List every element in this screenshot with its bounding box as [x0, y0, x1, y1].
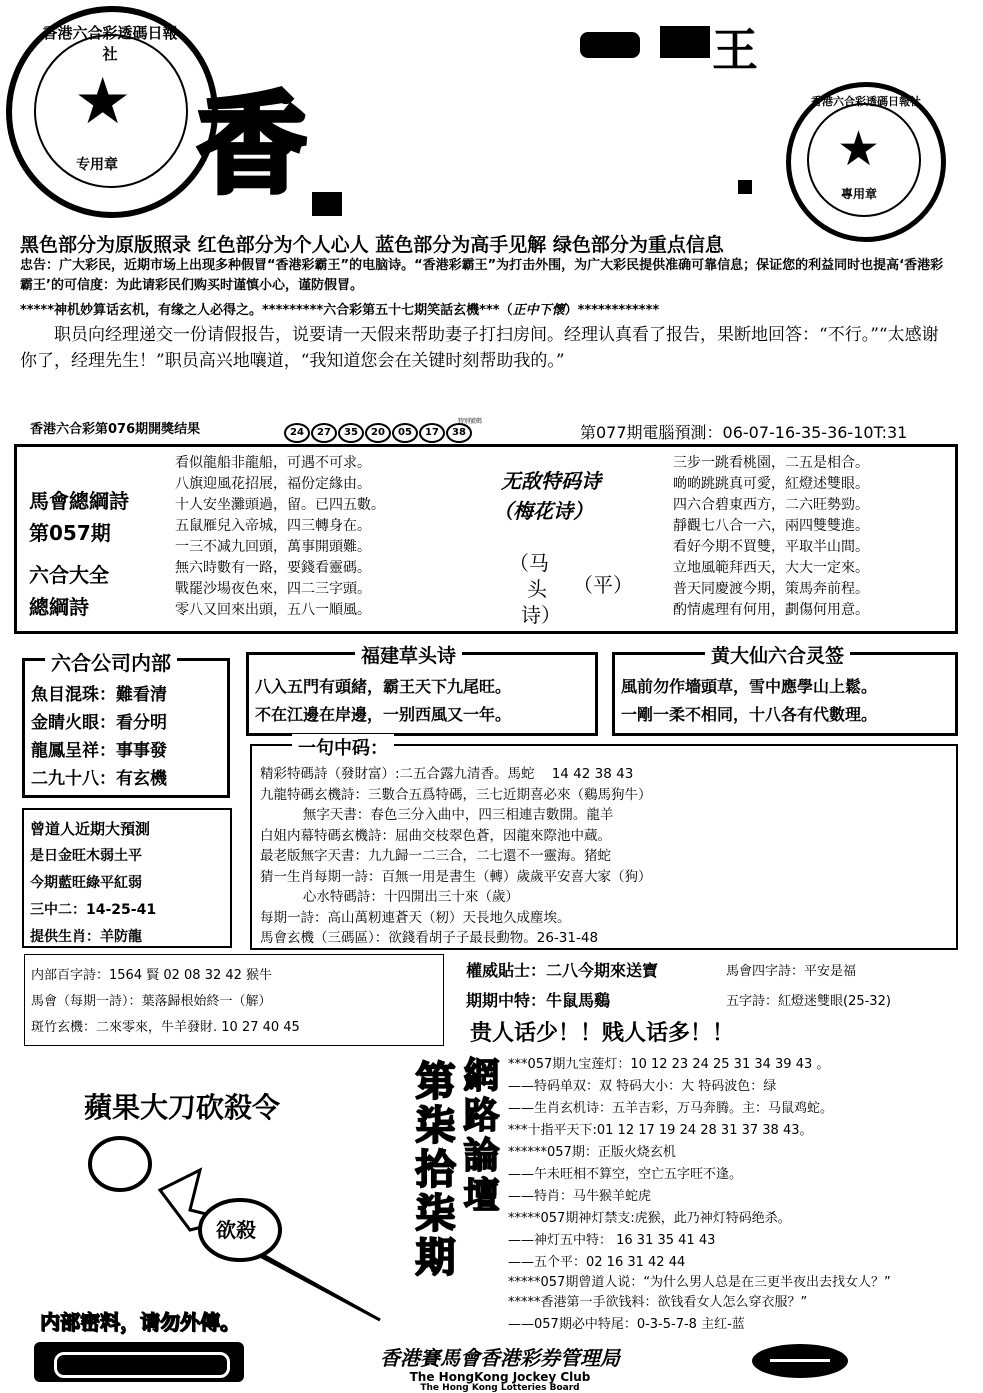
poem-line: 看好今期不買雙，平取半山間。: [673, 539, 869, 555]
authority-slogan: 贵人话少！！贱人话多！！: [470, 1021, 735, 1046]
joke-header: [20, 301, 970, 320]
poem-line: 四六合碧東西方，二六旺勢勁。: [673, 497, 869, 513]
daoren-title: 曾道人近期大預測: [30, 820, 151, 838]
poem-line: 酌情處理有何用，劃傷何用意。: [673, 602, 869, 618]
inner-line: 金睛火眼：看分明: [31, 713, 167, 733]
footer-en2: The Hong Kong Lotteries Board: [420, 1383, 580, 1393]
title-banner-bar: [312, 192, 342, 216]
poem-line: 一三不减九回頭，萬事開頭難。: [175, 539, 371, 555]
poem-line: 戰罷沙場夜色來，四二三字頭。: [175, 581, 371, 597]
wong-line: 風前勿作墻頭草，雪中應學山上鬆。: [621, 677, 878, 696]
inner-box: [22, 651, 230, 798]
forum-line: *****057期神灯禁支:虎猴，此乃神灯特码绝杀。: [508, 1211, 791, 1226]
sentence-box-lines: [260, 764, 652, 949]
special-mark: 特別號碼: [458, 418, 483, 425]
sentence-line: 馬會玄機（三碼區）：欲錢看胡子子最長動物。26-31-48: [260, 930, 599, 946]
result-ball: 35: [338, 423, 364, 443]
sentence-box-title: 一句中码：: [292, 734, 394, 760]
joke-header-right: ）************: [564, 303, 660, 318]
poem-line: 無六時數有一路，要錢看靈碼。: [175, 560, 371, 576]
star-icon: ★: [837, 121, 881, 177]
fujian-line: 不在江邊在岸邊，一别西風又一年。: [255, 705, 512, 724]
forum-line: ******057期：正版火烧玄机: [508, 1145, 676, 1160]
inner-box-title: 六合公司内部: [45, 647, 177, 676]
fujian-box-title: 福建草头诗: [355, 641, 462, 668]
bottom-left-box: [24, 954, 444, 1046]
inner-line: 二九十八：有玄機: [31, 769, 167, 789]
mid-hand-2: 头: [527, 577, 547, 601]
sentence-box: [250, 738, 958, 950]
inner-line: 龍鳳呈祥：事事發: [31, 741, 167, 761]
forum-line: *****香港第一手欲钱料：欲钱看女人怎么穿衣服？”: [508, 1295, 808, 1310]
poem-line: 立地風範拜西天，大大一定來。: [673, 560, 869, 576]
sword-text: 欲殺: [216, 1218, 256, 1242]
result-balls: [284, 420, 473, 443]
stamp-right-label: 專用章: [841, 187, 878, 201]
result-ball: 24: [284, 423, 310, 443]
poem-right: [673, 453, 869, 621]
wong-box-title: 黄大仙六合灵签: [705, 641, 850, 668]
forum-line: ——神灯五中特： 16 31 35 41 43: [508, 1233, 716, 1248]
footer-logo-left: [34, 1342, 244, 1382]
fujian-line: 八入五門有頭緒，霸王天下九尾旺。: [255, 677, 512, 696]
footer-text: [280, 1342, 720, 1393]
poem-line: 十人安坐灘頭過，留。已四五數。: [175, 497, 385, 513]
daoren-line: 是日金旺木弱土平: [30, 848, 142, 864]
forum-line: ***十指平天下:01 12 17 19 24 28 31 37 38 43。: [508, 1123, 813, 1138]
footer-logo-right: [752, 1344, 848, 1378]
forum-line: ——五个平：02 16 31 42 44: [508, 1255, 686, 1270]
poem-line: 看似龍船非龍船，可遇不可求。: [175, 455, 371, 471]
forum-line: ——生肖玄机诗：五羊吉彩，万马奔腾。主：马鼠鸡蛇。: [508, 1101, 834, 1116]
poem-line: 普天同慶渡今期，策馬奔前程。: [673, 581, 869, 597]
footer-cn: 香港賽馬會香港彩券管理局: [380, 1346, 620, 1370]
wong-box-lines: [621, 673, 877, 729]
stamp-right: [786, 82, 946, 242]
joke-body: 职员向经理递交一份请假报告，说要请一天假来帮助妻子打扫房间。经理认真看了报告，果断地回答：“不行。”“太感谢你了，经理先生！”职员高兴地嚷道，“我知道您会在关键时刻帮助我的。”: [20, 325, 939, 371]
poem-title-3: 六合大全: [29, 563, 109, 587]
result-ball: 05: [392, 423, 418, 443]
mid-hand-3: （平）: [573, 573, 633, 597]
poem-title-1: 馬會總綱詩: [29, 489, 129, 513]
forum-line: ——特码单双：双 特码大小：大 特码波色：绿: [508, 1079, 777, 1094]
daoren-line: 提供生肖：羊防龍: [30, 929, 142, 945]
daoren-line: 三中二：14-25-41: [30, 902, 157, 918]
joke-header-mid: *********六合彩第五十七期笑話玄機***（: [262, 303, 513, 318]
star-icon: ★: [74, 65, 132, 139]
poem-line: 三步一跳看桃園，二五是相合。: [673, 455, 869, 471]
joke-header-hand: 正中下懷: [512, 303, 565, 318]
sentence-line: 無字天書：春色三分入曲中，四三相連吉數開。龍羊: [260, 807, 614, 823]
sentence-line: 最老版無字天書：九九歸一二三合，二七還不一靈海。猪蛇: [260, 848, 611, 864]
forum-title-b: 第柒拾柒期: [409, 1060, 455, 1280]
title-banner-bar-2: [738, 180, 752, 194]
wong-box: [612, 645, 958, 736]
sentence-line: 猜一生肖每期一詩：百無一用是書生（轉）歲歲平安喜大家（狗）: [260, 868, 652, 885]
stamp-left-ring-text: 香港六合彩透碼日報社: [42, 24, 178, 63]
sentence-line: 心水特碼詩：十四開出三十來（歲）: [260, 889, 519, 905]
fujian-box-lines: [255, 673, 511, 729]
bottom-left-line: 馬會（每期一詩）：葉落歸根始終一（解）: [31, 994, 272, 1009]
result-ball: 20: [365, 423, 391, 443]
color-legend: 黑色部分为原版照录 红色部分为个人心人 蓝色部分为高手见解 绿色部分为重点信息: [20, 234, 724, 256]
poem-box: [14, 444, 958, 634]
forum-line: ——午未旺相不算空，空亡五字旺不逢。: [508, 1167, 743, 1182]
authority-line2b: 五字詩：紅燈迷雙眼(25-32): [726, 994, 891, 1009]
poem-line: 啲啲跳跳真可愛，紅燈述雙眼。: [673, 476, 869, 492]
daoren-line: 今期藍旺綠平紅弱: [30, 875, 142, 891]
bottom-left-line: 内部百字詩：1564 賢 02 08 32 42 猴牛: [31, 968, 273, 983]
forum-title-a: 網路論壇: [458, 1056, 499, 1216]
daoren-box-lines: [30, 816, 156, 951]
fujian-box: [246, 645, 598, 736]
forum-line: *****057期曾道人说：“为什么男人总是在三更半夜出去找女人？”: [508, 1275, 891, 1290]
authority-block: [462, 958, 962, 1048]
poem-line: 靜觀七八合一六，兩四雙雙進。: [673, 518, 869, 534]
authority-line2a: 期期中特：牛鼠馬鷄: [466, 991, 611, 1010]
wong-line: 一剛一柔不相同，十八各有代數理。: [621, 705, 878, 724]
apple-note: 内部密料，请勿外傳。: [40, 1310, 240, 1334]
stamp-left: [6, 6, 218, 218]
mid-hand-4: 诗）: [521, 603, 561, 627]
title-big-char: 香: [198, 83, 307, 208]
mid-title-1: 无敌特码诗: [501, 469, 601, 493]
joke-header-left: *****神机妙算话玄机，有缘之人必得之。: [20, 303, 262, 318]
title-fragment: 王: [712, 23, 758, 77]
poem-title-2: 第057期: [29, 521, 111, 545]
stamp-left-label: 专用章: [76, 157, 118, 173]
poem-left: [175, 453, 385, 621]
result-ball: 17: [419, 423, 445, 443]
authority-line1a: 權威貼士：二八今期來送寶: [466, 961, 659, 980]
sentence-line: 精彩特碼詩（發財富）:二五合露九清香。馬蛇 14 42 38 43: [260, 766, 634, 782]
sentence-line: 九龍特碼玄機詩：三數合五爲特碼，三七近期喜必來（鷄馬狗牛）: [260, 786, 652, 803]
forum-line: ——特肖：马牛猴羊蛇虎: [508, 1189, 652, 1204]
title-banner-fragment: [570, 22, 760, 77]
notice: 忠告：广大彩民，近期市场上出现多种假冒“香港彩霸王”的电脑诗。“香港彩霸王”为打击外围，为广大彩民提供准确可靠信息；保证您的利益同时也提高‘香港彩霸王’的可信度：为此请彩民们购买时谨慎小心，谨防假冒。: [20, 258, 944, 293]
stamp-right-ring-text: 香港六合彩透碼日報社: [811, 95, 921, 108]
sentence-line: 每期一詩：高山萬籾連蒼天（籾）天長地久成塵埃。: [260, 909, 571, 926]
result-ball: 38: [446, 423, 472, 443]
forum-line: ——057期必中特尾：0-3-5-7-8 主红-蓝: [508, 1317, 745, 1332]
poem-title-4: 總綱詩: [29, 595, 89, 619]
poem-line: 五鼠雁兒入帝城，四三轉身在。: [175, 518, 371, 534]
forum-line: ***057期九宝莲灯：10 12 23 24 25 31 34 39 43 。: [508, 1057, 830, 1072]
poem-line: 八旗迎風花招展，福份定緣由。: [175, 476, 371, 492]
authority-line1b: 馬會四字詩：平安是福: [726, 964, 857, 979]
inner-box-lines: [31, 681, 167, 793]
prediction: 第077期電腦預測：06-07-16-35-36-10T:31: [580, 423, 908, 442]
footer-en1: The HongKong Jockey Club: [409, 1370, 591, 1384]
results-row: [30, 420, 960, 442]
sword-ring: [90, 1138, 150, 1190]
poem-line: 零八又回來出頭，五八一順風。: [175, 602, 371, 618]
result-ball: 27: [311, 423, 337, 443]
results-label: 香港六合彩第076期開獎结果: [30, 422, 201, 437]
mid-hand-1: （马: [509, 551, 549, 575]
bottom-left-line: 斑竹玄機：二來零來，牛羊發財. 10 27 40 45: [31, 1020, 300, 1035]
mid-title-2: （梅花诗）: [493, 499, 593, 523]
bottom-left-lines: [31, 963, 300, 1041]
forum-lines: [508, 1054, 968, 1336]
apple-title: 蘋果大刀砍殺令: [84, 1091, 281, 1124]
inner-line: 魚目混珠：難看清: [31, 685, 167, 705]
daoren-box: [22, 808, 232, 948]
sentence-line: 白姐内幕特碼玄機詩：屈曲交枝翠色蒼，因龍來際池中蔵。: [260, 827, 611, 844]
